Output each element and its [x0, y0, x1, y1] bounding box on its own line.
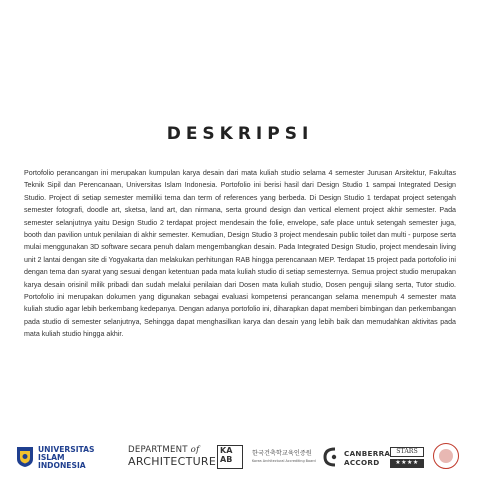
department-line-1	[128, 445, 199, 455]
description-paragraph: Portofolio perancangan ini merupakan kumpulan karya desain dari mata kuliah studio selama 4 semester Jurusan Arsitektur, Fakultas Teknik Sipil dan Perencanaan, Universitas Islam Indonesia. Portofolio ini berisi hasil dari Design Studio 1 sampai Integrated Design Studio. Project di setiap semester memiliki tema dan term of references yang berbeda. Di Design Studio 1 terdapat project setengah semester fotografi, doodle art, sketsa, land art, dan nirmana, serta ground design dan vertical element project akhir semester. Pada semester selanjutnya yaitu Design Studio 2 terdapat project mendesain the folie, envelope, safe place untuk setengah semester juga, booth dan pavilion untuk penilaian di akhir semester. Kemudian, Design Studio 3 project mendesain public toilet dan multi - purpose serta mulai menggunakan 3D software secara penuh dalam mengembangkan desain. Pada Integrated Design Studio, project mendesain living unit 2 lantai dengan site di Yogyakarta dan melakukan perhitungan RAB hingga perencanaan MEP. Terdapat 15 project pada portofolio ini dengan tema dan syarat yang sesuai dengan ketentuan pada mata kuliah studio di setiap semesternya. Semua project studio merupakan karya desain orisinil milik pribadi dan sudah melalui penilaian dari Dosen mata kuliah studio, Dosen penguji silang serta, Tutor studio. Portofolio ini merupakan dokumen yang digunakan sebagai evaluasi kompetensi perancangan selama menempuh 4 semester mata kuliah studio agar lebih berkembang kedepanya. Dengan adanya portofolio ini, diharapkan dapat memberi bimbingan dan perkembangan pada studio di semester selanjutnya, Sehingga dapat menghasilkan karya dan desain yang lebih baik dan memudahkan aktivitas pada mata kuliah studio hingga akhir.	[24, 169, 456, 339]
star-icons: ★★★★	[395, 460, 419, 466]
kaab-logo	[217, 440, 247, 474]
footer-logos	[0, 440, 480, 474]
kaab-text: KA AB	[220, 446, 233, 464]
stars-label: STARS	[396, 448, 418, 455]
canberra-line-1: CANBERRA	[344, 449, 391, 458]
uii-line-1: UNIVERSITAS	[38, 445, 95, 454]
uii-logo	[16, 440, 114, 474]
department-of-architecture-logo	[128, 440, 216, 474]
canberra-accord-logo	[322, 440, 391, 474]
accreditation-badge	[430, 440, 462, 474]
department-word: DEPARTMENT	[128, 445, 188, 455]
uii-line-3: INDONESIA	[38, 461, 86, 470]
badge-center	[439, 449, 453, 463]
uii-line-2: ISLAM	[38, 453, 65, 462]
department-of-word: of	[190, 445, 200, 455]
canberra-line-2: ACCORD	[344, 458, 380, 467]
stars-rating-logo	[390, 440, 424, 474]
korean-board-name: 한국건축학교육인증원	[252, 450, 312, 457]
korea-accrediting-board-logo	[252, 440, 322, 474]
uii-seal-icon	[16, 446, 34, 468]
korean-board-english-name: Korea Architectural Accrediting Board	[252, 459, 316, 463]
department-line-2: ARCHITECTURE	[128, 455, 217, 468]
page-title: DESKRIPSI	[166, 124, 314, 144]
canberra-accord-icon	[322, 446, 340, 468]
